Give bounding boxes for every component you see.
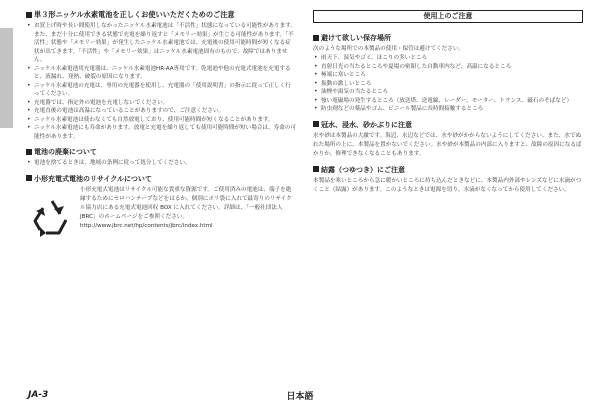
list-item: • 振動の激しいところ (313, 80, 583, 89)
side-tab-marker (0, 28, 13, 128)
square-bullet-icon (26, 12, 32, 18)
square-bullet-icon (26, 149, 32, 155)
usage-caution-title: 使用上のご注意 (313, 10, 583, 23)
list-item: • ニッケル水素電池の充電は、専用の充電器を使用し、充電器の「使用説明書」の指示に従って正しく行ってください。 (26, 82, 296, 99)
water-sand-heading: 冠水、浸水、砂かぶりに注意 (313, 120, 583, 130)
avoid-storage-intro: 次のような場所での本製品の使用・保管は避けてください。 (313, 46, 465, 52)
list-item: • ニッケル水素電池用充電器は、ニッケル水素電池HR-AA専用です。乾電池や他の充電式電池を充電すると、液漏れ、発熱、破裂の原因になります。 (26, 65, 296, 82)
page-number: JA-3 (28, 390, 49, 400)
list-item: • 直射日光の当たるところや夏場の密閉した自動車内など、高温になるところ (313, 63, 583, 72)
disposal-heading: 電池の廃棄について (26, 147, 296, 157)
list-item: • 防虫剤などの薬品やゴム、ビニール製品に長時間接触するところ (313, 105, 583, 114)
square-bullet-icon (313, 166, 319, 172)
recycle-heading: 小形充電式電池のリサイクルについて (26, 174, 296, 184)
square-bullet-icon (26, 175, 32, 181)
water-sand-text: 水や砂は本製品の大敵です。海辺、水辺などでは、水や砂がかからないようにしてください。また、水でぬれた場所の上に、本製品を置かないでください。水や砂が本製品の内部に入りますと、故障の原因になるばかりか、修理できなくなることもあります。 (313, 132, 582, 157)
language-label: 日本語 (286, 392, 314, 402)
list-item: • 雨天下、湿気やゴミ、ほこりの多いところ (313, 54, 583, 63)
recycle-section (26, 186, 296, 240)
list-item: • 極端に寒いところ (313, 71, 583, 80)
list-item: • 充電直後の電池は高温になっていることがありますので、ご注意ください。 (26, 107, 296, 116)
left-column (26, 10, 296, 240)
battery-caution-heading: 単３形ニッケル水素電池を正しくお使いいただくためのご注意 (26, 10, 296, 20)
disposal-list (26, 159, 296, 168)
list-item: • ニッケル水素電池にも寿命があります。放電と充電を繰り返しても使用可能時間が短い場合は、寿命の可能性があります。 (26, 124, 296, 141)
battery-caution-list (26, 22, 296, 141)
recycle-icon (30, 196, 74, 240)
list-item: • お買上げ時や長い間使用しなかったニッケル水素電池は「不活性」状態になっている可能性があります。また、まだ十分に使用できる状態で充電を繰り返すと「メモリー効果」が生じる可能性があります。「不活性」状態や「メモリー効果」が発生したニッケル水素電池では、充電後の使用可能時間が短くなる症状が出てきます。「不活性」や「メモリー効果」はニッケル水素電池固有のもので、故障ではありません。 (26, 22, 296, 65)
avoid-storage-list (313, 54, 583, 114)
avoid-storage-heading: 避けて欲しい保存場所 (313, 33, 583, 43)
recycle-text: 小形充電式電池はリサイクル可能な貴重な資源です。ご使用済みの電池は、端子を絶縁するためにセロハンテープなどをはるか、個別にポリ袋に入れて最寄りのリサイクル協力店にある充電式電池回収 BOX に入れてください。詳細は、「一般社団法人 JBRC」のホームページをご参照ください。http://www.jbrc.net/hp/contents/jbrc/index.html (80, 186, 292, 229)
square-bullet-icon (313, 121, 319, 127)
list-item: • 油煙や湯気の当たるところ (313, 88, 583, 97)
square-bullet-icon (313, 35, 319, 41)
list-item: • 充電器では、指定外の電池を充電しないでください。 (26, 99, 296, 108)
condensation-text: 本製品を寒いところから急に暖かいところに持ち込んだときなどに、本製品内外部やレンズなどに水滴がつくこと（結露）があります。このようなときは電源を切り、水滴がなくなってから使用してください。 (313, 177, 582, 193)
condensation-heading: 結露（つゆつき）にご注意 (313, 165, 583, 175)
list-item: • 電池を捨てるときは、地域の条例に従って処分してください。 (26, 159, 296, 168)
list-item: • 強い電磁場の発生するところ（放送塔、送電線、レーダー、モーター、トランス、磁石のそばなど） (313, 97, 583, 106)
list-item: • ニッケル水素電池は使わなくても自然放電しており、使用可能時間が短くなることがあります。 (26, 116, 296, 125)
right-column (313, 10, 583, 195)
